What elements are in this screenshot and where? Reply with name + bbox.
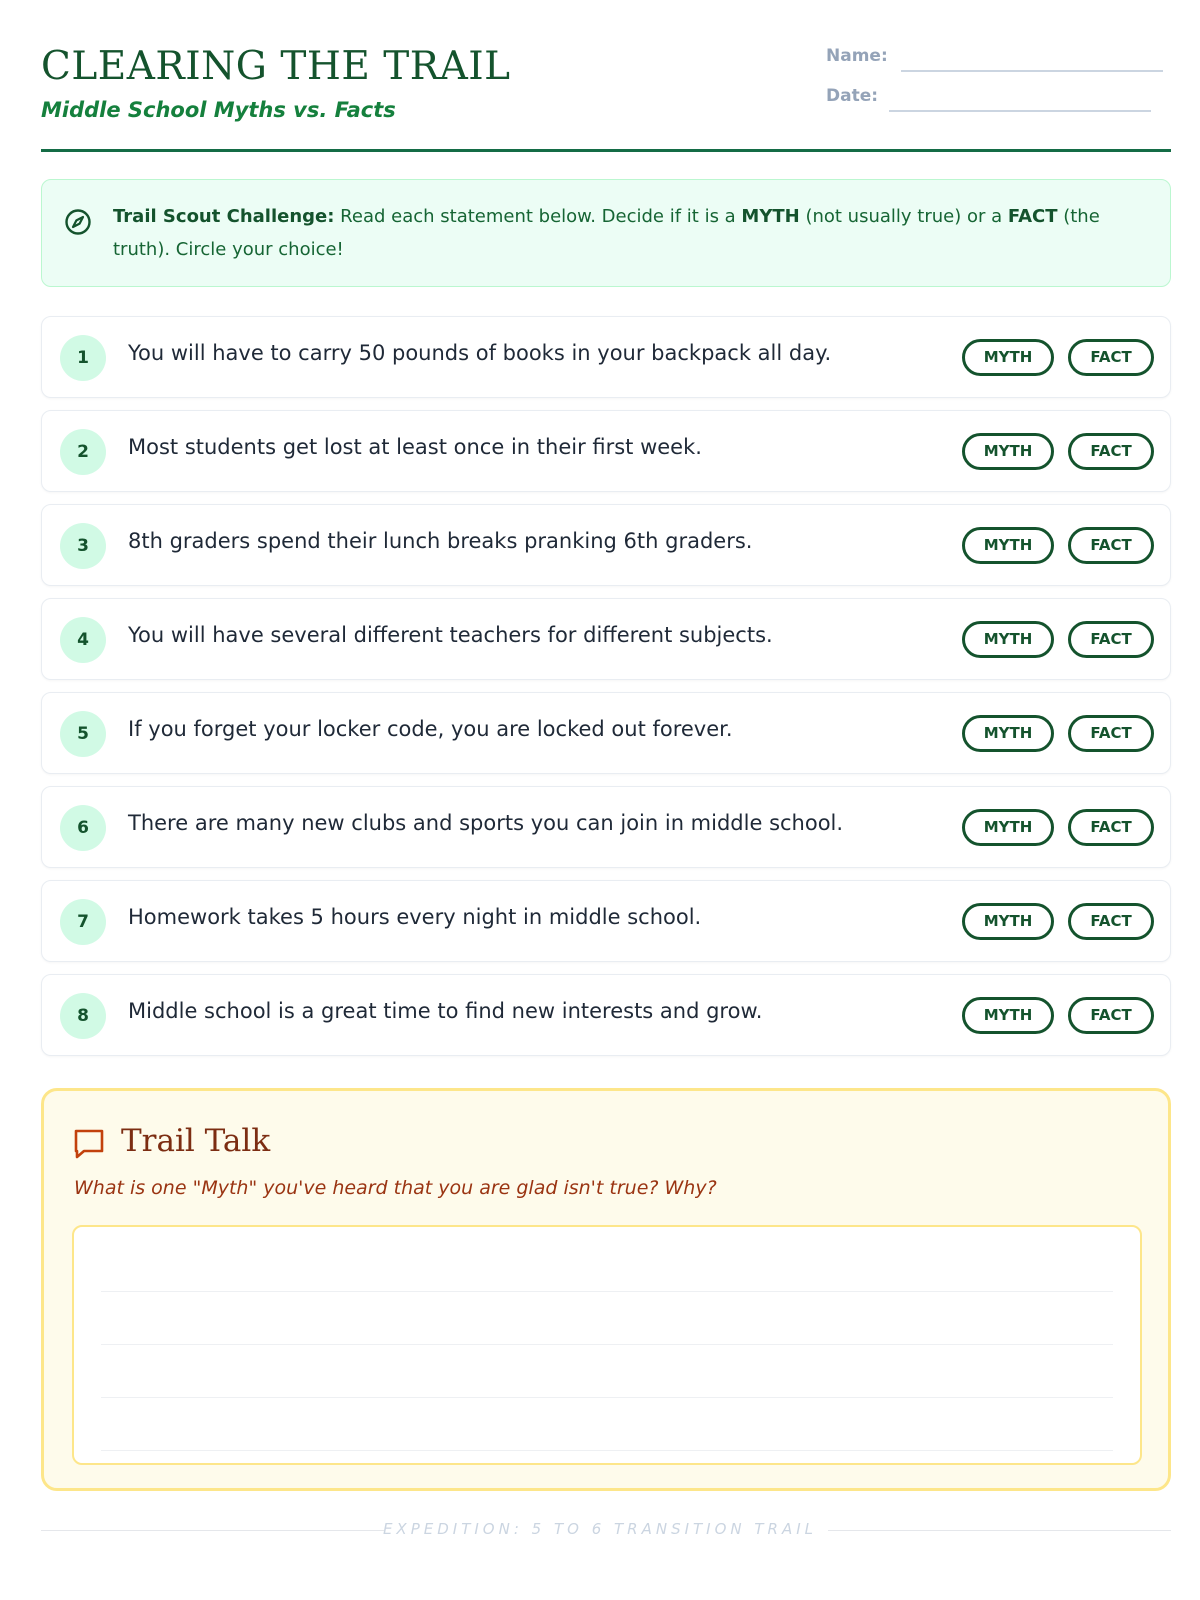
trail-talk-section [41, 1088, 1171, 1491]
compass-icon [64, 208, 92, 236]
statement-row [41, 880, 1171, 962]
statement-text: You will have several different teachers for different subjects. [128, 623, 773, 647]
page-subtitle: Middle School Myths vs. Facts [41, 98, 396, 122]
myth-button[interactable]: MYTH [962, 527, 1054, 564]
statement-number: 4 [60, 617, 106, 663]
statement-text: Most students get lost at least once in their first week. [128, 435, 702, 459]
statement-row [41, 410, 1171, 492]
challenge-myth-word: MYTH [741, 206, 800, 227]
writing-line [101, 1344, 1113, 1345]
challenge-text-2: (not usually true) or a [799, 206, 1008, 227]
statement-number: 5 [60, 711, 106, 757]
writing-line [101, 1397, 1113, 1398]
challenge-lead: Trail Scout Challenge: [113, 206, 335, 227]
writing-line [101, 1291, 1113, 1292]
speech-bubble-icon [72, 1127, 106, 1161]
answer-box[interactable] [72, 1225, 1142, 1465]
statement-row [41, 786, 1171, 868]
challenge-text-1: Read each statement below. Decide if it is a [334, 206, 742, 227]
statement-text: 8th graders spend their lunch breaks pranking 6th graders. [128, 529, 753, 553]
statement-number: 3 [60, 523, 106, 569]
myth-button[interactable]: MYTH [962, 903, 1054, 940]
fact-button[interactable]: FACT [1068, 433, 1154, 470]
myth-button[interactable]: MYTH [962, 339, 1054, 376]
footer-text: EXPEDITION: 5 TO 6 TRANSITION TRAIL [382, 1520, 818, 1538]
statement-text: If you forget your locker code, you are locked out forever. [128, 717, 733, 741]
date-field[interactable] [889, 110, 1151, 112]
challenge-text-3: (the truth). Circle your choice! [113, 206, 1100, 260]
statement-row [41, 974, 1171, 1056]
name-label: Name: [826, 46, 888, 66]
statement-text: Middle school is a great time to find new interests and grow. [128, 999, 763, 1023]
fact-button[interactable]: FACT [1068, 997, 1154, 1034]
fact-button[interactable]: FACT [1068, 903, 1154, 940]
name-field[interactable] [901, 70, 1163, 72]
statement-text: Homework takes 5 hours every night in middle school. [128, 905, 702, 929]
date-label: Date: [826, 86, 879, 106]
challenge-instructions [113, 200, 1153, 266]
trail-talk-title: Trail Talk [121, 1123, 271, 1159]
statement-row [41, 316, 1171, 398]
page-title: CLEARING THE TRAIL [41, 44, 511, 89]
myth-button[interactable]: MYTH [962, 621, 1054, 658]
fact-button[interactable]: FACT [1068, 715, 1154, 752]
fact-button[interactable]: FACT [1068, 527, 1154, 564]
myth-button[interactable]: MYTH [962, 715, 1054, 752]
statement-row [41, 598, 1171, 680]
worksheet-header [41, 40, 1171, 152]
fact-button[interactable]: FACT [1068, 621, 1154, 658]
statement-row [41, 504, 1171, 586]
statement-text: You will have to carry 50 pounds of books in your backpack all day. [128, 341, 832, 365]
statement-number: 8 [60, 993, 106, 1039]
statement-number: 6 [60, 805, 106, 851]
statement-number: 1 [60, 335, 106, 381]
statement-number: 7 [60, 899, 106, 945]
myth-button[interactable]: MYTH [962, 809, 1054, 846]
challenge-banner [41, 179, 1171, 287]
fact-button[interactable]: FACT [1068, 339, 1154, 376]
statement-text: There are many new clubs and sports you can join in middle school. [128, 811, 844, 835]
challenge-fact-word: FACT [1007, 206, 1058, 227]
myth-button[interactable]: MYTH [962, 433, 1054, 470]
statement-number: 2 [60, 429, 106, 475]
statement-row [41, 692, 1171, 774]
myth-button[interactable]: MYTH [962, 997, 1054, 1034]
fact-button[interactable]: FACT [1068, 809, 1154, 846]
trail-talk-prompt: What is one "Myth" you've heard that you are glad isn't true? Why? [74, 1177, 717, 1199]
writing-line [101, 1450, 1113, 1451]
